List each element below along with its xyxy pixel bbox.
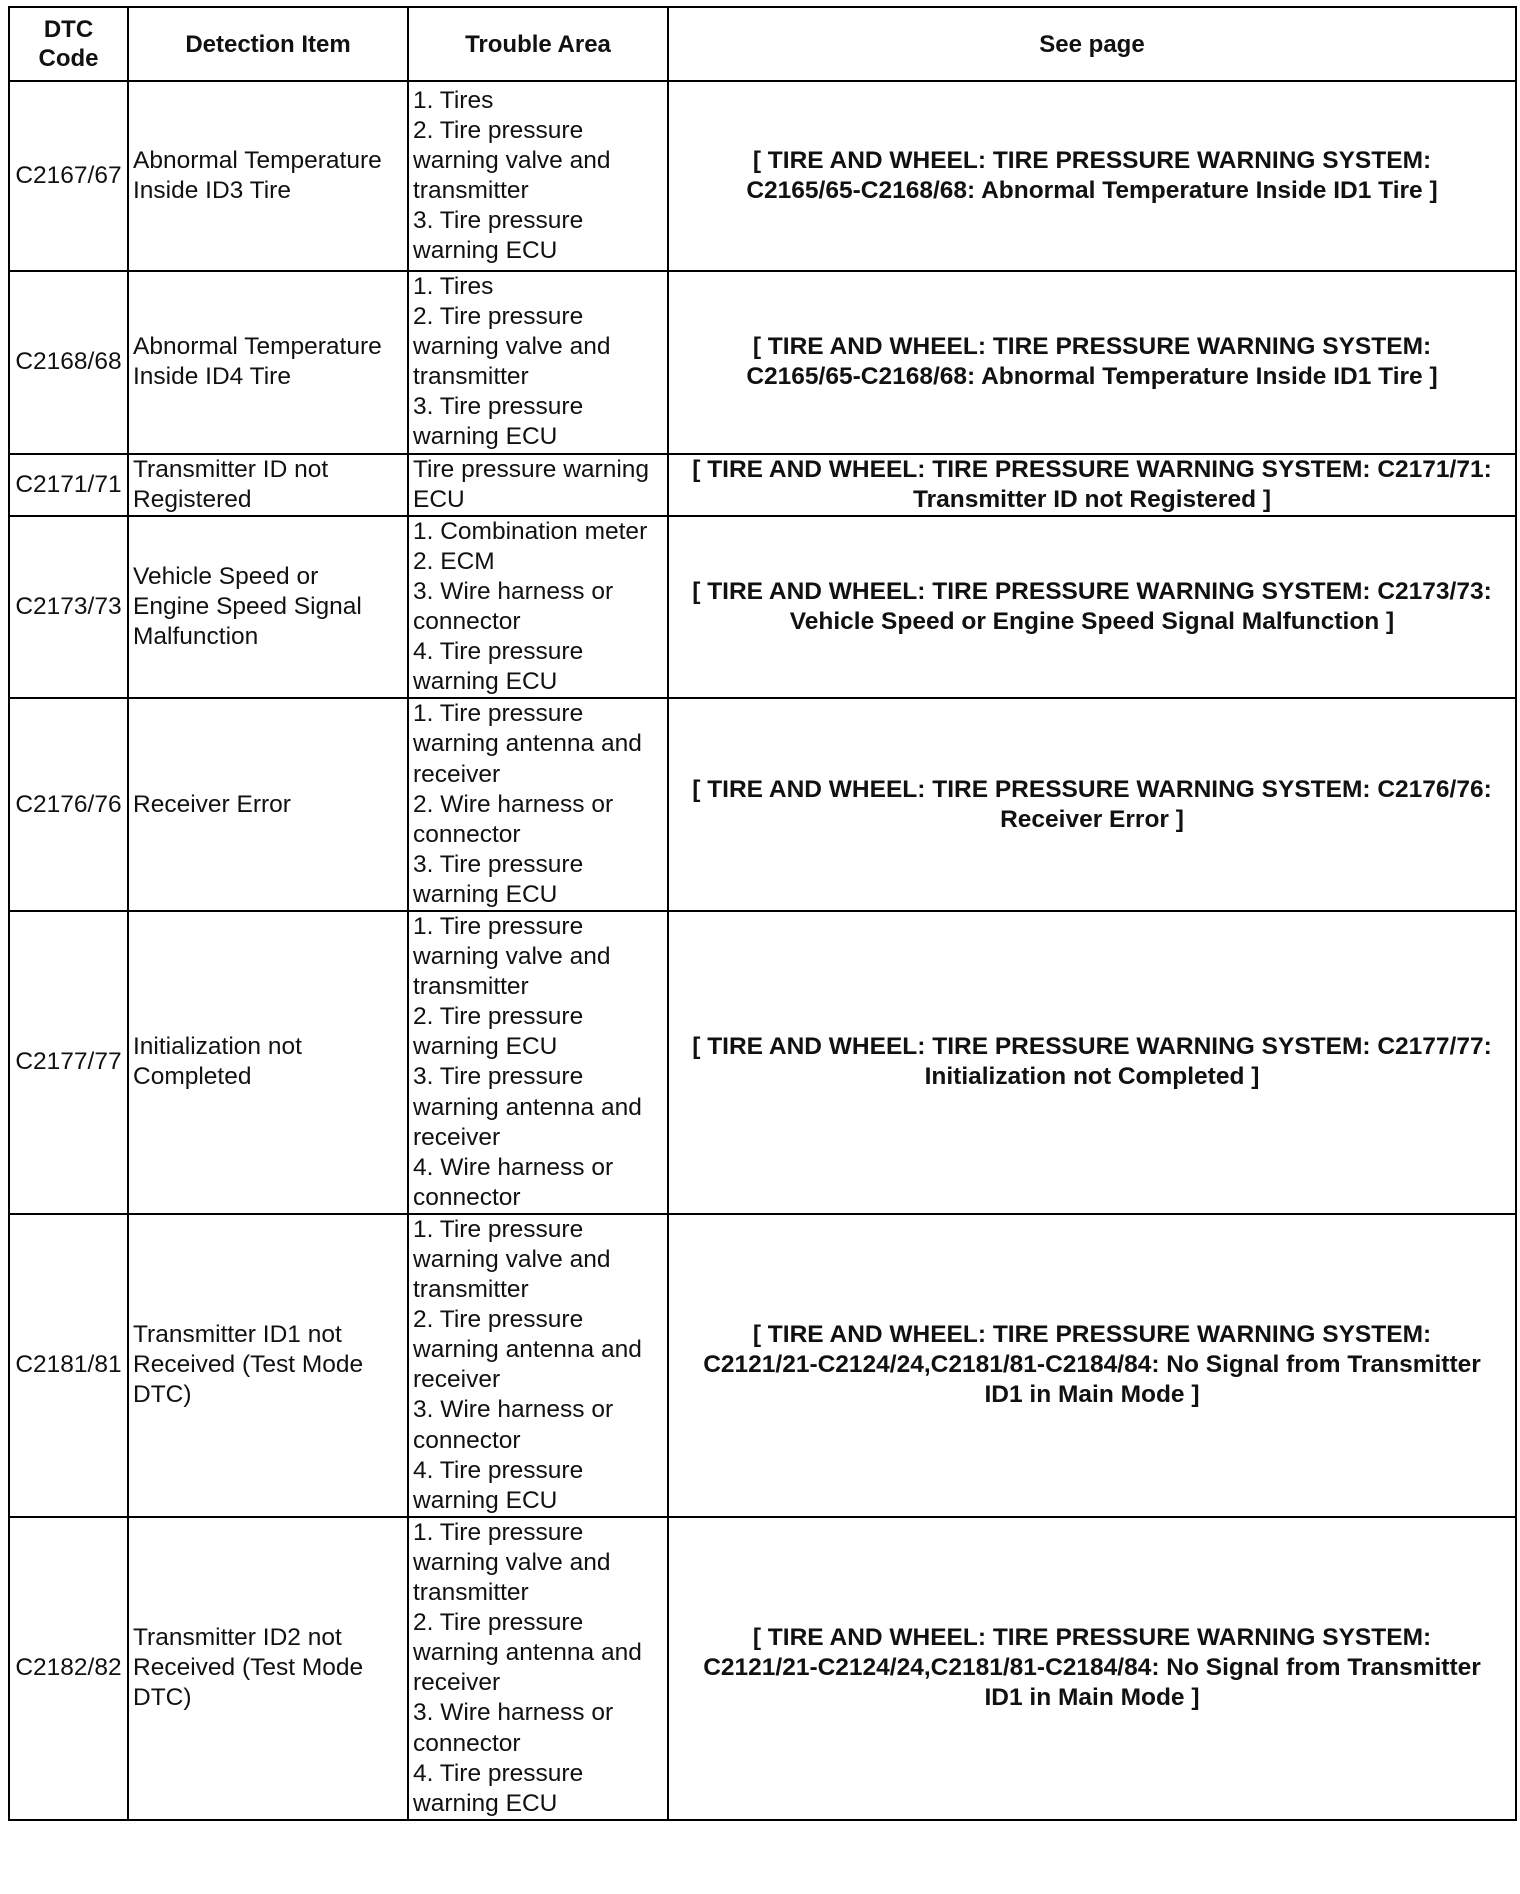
see-page-reference-cell-line: [ TIRE AND WHEEL: TIRE PRESSURE WARNING SYSTEM: C2176/76: — [692, 775, 1492, 803]
table-row — [9, 1517, 1516, 1820]
detection-item-cell — [128, 1517, 408, 1820]
trouble-area-cell — [408, 516, 668, 699]
trouble-area-cell — [408, 911, 668, 1214]
detection-item-cell-line: Inside ID4 Tire — [133, 363, 291, 391]
trouble-area-cell-line: warning ECU — [413, 1789, 558, 1817]
detection-item-cell-line: Received (Test Mode — [133, 1654, 364, 1682]
see-page-reference-cell — [668, 454, 1516, 516]
trouble-area-cell-line: warning antenna and — [413, 1639, 642, 1667]
detection-item-cell — [128, 1214, 408, 1517]
trouble-area-cell-line: 1. Tire pressure — [413, 1518, 584, 1546]
trouble-area-cell-line: 1. Tires — [413, 273, 494, 300]
trouble-area-cell-line: 3. Tire pressure — [413, 393, 584, 421]
detection-item-cell-line: Transmitter ID1 not — [133, 1321, 342, 1349]
trouble-area-cell-line: 2. Tire pressure — [413, 303, 584, 331]
trouble-area-cell-line: 3. Tire pressure — [413, 850, 584, 878]
see-page-reference-cell-line: Receiver Error ] — [1000, 805, 1184, 833]
see-page-reference-cell-line: [ TIRE AND WHEEL: TIRE PRESSURE WARNING SYSTEM: C2171/71: — [692, 455, 1492, 483]
trouble-area-cell-line: transmitter — [413, 973, 529, 1001]
detection-item-cell — [128, 911, 408, 1214]
detection-item-cell-line: DTC) — [133, 1684, 192, 1712]
header-dtc-code-line-2: Code — [38, 45, 99, 72]
trouble-area-cell-line: warning antenna and — [413, 1336, 642, 1364]
see-page-reference-cell-line: [ TIRE AND WHEEL: TIRE PRESSURE WARNING SYSTEM: — [752, 1624, 1432, 1652]
trouble-area-cell-line: receiver — [413, 1123, 501, 1151]
dtc-code-cell: C2182/82 — [9, 1517, 128, 1820]
trouble-area-cell-line: 2. Tire pressure — [413, 116, 584, 144]
see-page-reference-cell-line: Initialization not Completed ] — [924, 1063, 1260, 1091]
detection-item-cell-line: Registered — [133, 485, 252, 513]
trouble-area-cell — [408, 81, 668, 271]
table-row — [9, 454, 1516, 516]
detection-item-cell-line: Engine Speed Signal — [133, 592, 362, 620]
trouble-area-cell-line: connector — [413, 1183, 521, 1211]
detection-item-cell-line: Malfunction — [133, 623, 259, 651]
trouble-area-cell-line: 2. Wire harness or — [413, 790, 614, 818]
trouble-area-cell-line: warning antenna and — [413, 1093, 642, 1121]
trouble-area-cell-line: connector — [413, 608, 521, 636]
trouble-area-cell-line: 4. Tire pressure — [413, 1759, 584, 1787]
trouble-area-cell-line: warning valve and — [413, 333, 611, 361]
see-page-reference-cell — [668, 698, 1516, 911]
trouble-area-cell-line: warning ECU — [413, 1486, 558, 1514]
trouble-area-cell-line: 4. Tire pressure — [413, 1456, 584, 1484]
trouble-area-cell-line: receiver — [413, 760, 501, 788]
see-page-reference-cell-line: C2165/65-C2168/68: Abnormal Temperature Inside ID1 Tire ] — [746, 177, 1438, 204]
trouble-area-cell-line: 2. Tire pressure — [413, 1609, 584, 1637]
trouble-area-cell — [408, 271, 668, 454]
detection-item-cell-line: Transmitter ID2 not — [133, 1624, 342, 1652]
trouble-area-cell-line: 1. Tires — [413, 86, 494, 114]
trouble-area-cell — [408, 454, 668, 516]
see-page-reference-cell-line: ID1 in Main Mode ] — [984, 1381, 1200, 1409]
detection-item-cell-line: Received (Test Mode — [133, 1351, 364, 1379]
dtc-code-cell: C2181/81 — [9, 1214, 128, 1517]
see-page-reference-cell — [668, 516, 1516, 699]
table-row — [9, 81, 1516, 271]
table-row — [9, 271, 1516, 454]
trouble-area-cell-line: transmitter — [413, 1579, 529, 1607]
dtc-code-cell: C2176/76 — [9, 698, 128, 911]
header-row — [9, 7, 1516, 81]
trouble-area-cell-line: 3. Tire pressure — [413, 207, 584, 235]
trouble-area-cell-line: warning ECU — [413, 668, 558, 696]
trouble-area-cell-line: warning antenna and — [413, 730, 642, 758]
trouble-area-cell-line: 2. Tire pressure — [413, 1003, 584, 1031]
trouble-area-cell-line: ECU — [413, 485, 465, 513]
header-trouble-area: Trouble Area — [408, 7, 668, 81]
see-page-reference-cell — [668, 911, 1516, 1214]
see-page-reference-cell-line: [ TIRE AND WHEEL: TIRE PRESSURE WARNING SYSTEM: — [752, 333, 1432, 361]
dtc-code-cell: C2168/68 — [9, 271, 128, 454]
trouble-area-cell-line: connector — [413, 1729, 521, 1757]
trouble-area-cell-line: 4. Tire pressure — [413, 638, 584, 666]
table-row — [9, 1214, 1516, 1517]
trouble-area-cell-line: warning ECU — [413, 237, 558, 265]
trouble-area-cell-line: 1. Tire pressure — [413, 700, 584, 728]
detection-item-cell-line: Completed — [133, 1063, 252, 1091]
trouble-area-cell-line: 3. Wire harness or — [413, 1699, 614, 1727]
detection-item-cell — [128, 81, 408, 271]
trouble-area-cell-line: 1. Combination meter — [413, 517, 648, 545]
see-page-reference-cell-line: [ TIRE AND WHEEL: TIRE PRESSURE WARNING SYSTEM: C2173/73: — [692, 577, 1492, 605]
header-dtc-code-line-1: DTC — [43, 16, 94, 43]
see-page-reference-cell — [668, 271, 1516, 454]
trouble-area-cell-line: warning ECU — [413, 880, 558, 908]
see-page-reference-cell-line: C2165/65-C2168/68: Abnormal Temperature Inside ID1 Tire ] — [746, 363, 1438, 391]
table-body — [9, 81, 1516, 1820]
see-page-reference-cell-line: ID1 in Main Mode ] — [984, 1684, 1200, 1712]
trouble-area-cell-line: warning ECU — [413, 1033, 558, 1061]
dtc-code-cell: C2171/71 — [9, 454, 128, 516]
trouble-area-cell-line: 2. ECM — [413, 547, 495, 575]
dtc-table — [8, 6, 1517, 1821]
detection-item-cell-line: Vehicle Speed or — [133, 562, 319, 590]
trouble-area-cell-line: warning valve and — [413, 1246, 611, 1273]
detection-item-cell — [128, 698, 408, 911]
dtc-code-cell: C2167/67 — [9, 81, 128, 271]
detection-item-cell — [128, 454, 408, 516]
see-page-reference-cell — [668, 1517, 1516, 1820]
see-page-reference-cell-line: [ TIRE AND WHEEL: TIRE PRESSURE WARNING SYSTEM: — [752, 1321, 1432, 1349]
trouble-area-cell-line: 1. Tire pressure — [413, 912, 584, 940]
see-page-reference-cell-line: C2121/21-C2124/24,C2181/81-C2184/84: No Signal from Transmitter — [703, 1351, 1481, 1379]
see-page-reference-cell-line: Transmitter ID not Registered ] — [912, 485, 1272, 513]
trouble-area-cell-line: connector — [413, 820, 521, 848]
header-detection-item: Detection Item — [128, 7, 408, 81]
trouble-area-cell — [408, 698, 668, 911]
detection-item-cell — [128, 271, 408, 454]
trouble-area-cell-line: warning valve and — [413, 146, 611, 174]
table-row — [9, 911, 1516, 1214]
see-page-reference-cell — [668, 1214, 1516, 1517]
table-row — [9, 516, 1516, 699]
trouble-area-cell-line: receiver — [413, 1669, 501, 1697]
see-page-reference-cell-line: [ TIRE AND WHEEL: TIRE PRESSURE WARNING SYSTEM: — [752, 146, 1432, 174]
trouble-area-cell-line: Tire pressure warning — [413, 455, 650, 483]
detection-item-cell-line: Initialization not — [133, 1033, 302, 1061]
trouble-area-cell-line: receiver — [413, 1366, 501, 1394]
trouble-area-cell-line: warning ECU — [413, 423, 558, 451]
detection-item-cell-line: Abnormal Temperature — [133, 146, 382, 174]
header-see-page: See page — [668, 7, 1516, 81]
detection-item-cell-line: Transmitter ID not — [133, 455, 329, 483]
trouble-area-cell-line: warning valve and — [413, 1548, 611, 1576]
trouble-area-cell-line: 1. Tire pressure — [413, 1215, 584, 1243]
trouble-area-cell-line: 2. Tire pressure — [413, 1306, 584, 1334]
detection-item-cell — [128, 516, 408, 699]
see-page-reference-cell-line: [ TIRE AND WHEEL: TIRE PRESSURE WARNING SYSTEM: C2177/77: — [692, 1033, 1492, 1061]
trouble-area-cell-line: 3. Tire pressure — [413, 1063, 584, 1091]
trouble-area-cell — [408, 1517, 668, 1820]
dtc-code-cell: C2177/77 — [9, 911, 128, 1214]
see-page-reference-cell — [668, 81, 1516, 271]
trouble-area-cell-line: 4. Wire harness or — [413, 1153, 614, 1181]
trouble-area-cell-line: 3. Wire harness or — [413, 577, 614, 605]
detection-item-cell-line: Abnormal Temperature — [133, 333, 382, 361]
trouble-area-cell-line: 3. Wire harness or — [413, 1396, 614, 1424]
trouble-area-cell-line: transmitter — [413, 177, 529, 204]
table-row — [9, 698, 1516, 911]
trouble-area-cell-line: connector — [413, 1426, 521, 1454]
detection-item-cell-line: Inside ID3 Tire — [133, 177, 291, 204]
see-page-reference-cell-line: Vehicle Speed or Engine Speed Signal Malfunction ] — [789, 608, 1395, 636]
see-page-reference-cell-line: C2121/21-C2124/24,C2181/81-C2184/84: No Signal from Transmitter — [703, 1654, 1481, 1682]
header-dtc-code — [9, 7, 128, 81]
trouble-area-cell-line: warning valve and — [413, 943, 611, 971]
dtc-code-cell: C2173/73 — [9, 516, 128, 699]
trouble-area-cell-line: transmitter — [413, 363, 529, 391]
detection-item-cell-line: Receiver Error — [133, 790, 291, 818]
trouble-area-cell — [408, 1214, 668, 1517]
detection-item-cell-line: DTC) — [133, 1381, 192, 1409]
trouble-area-cell-line: transmitter — [413, 1276, 529, 1304]
